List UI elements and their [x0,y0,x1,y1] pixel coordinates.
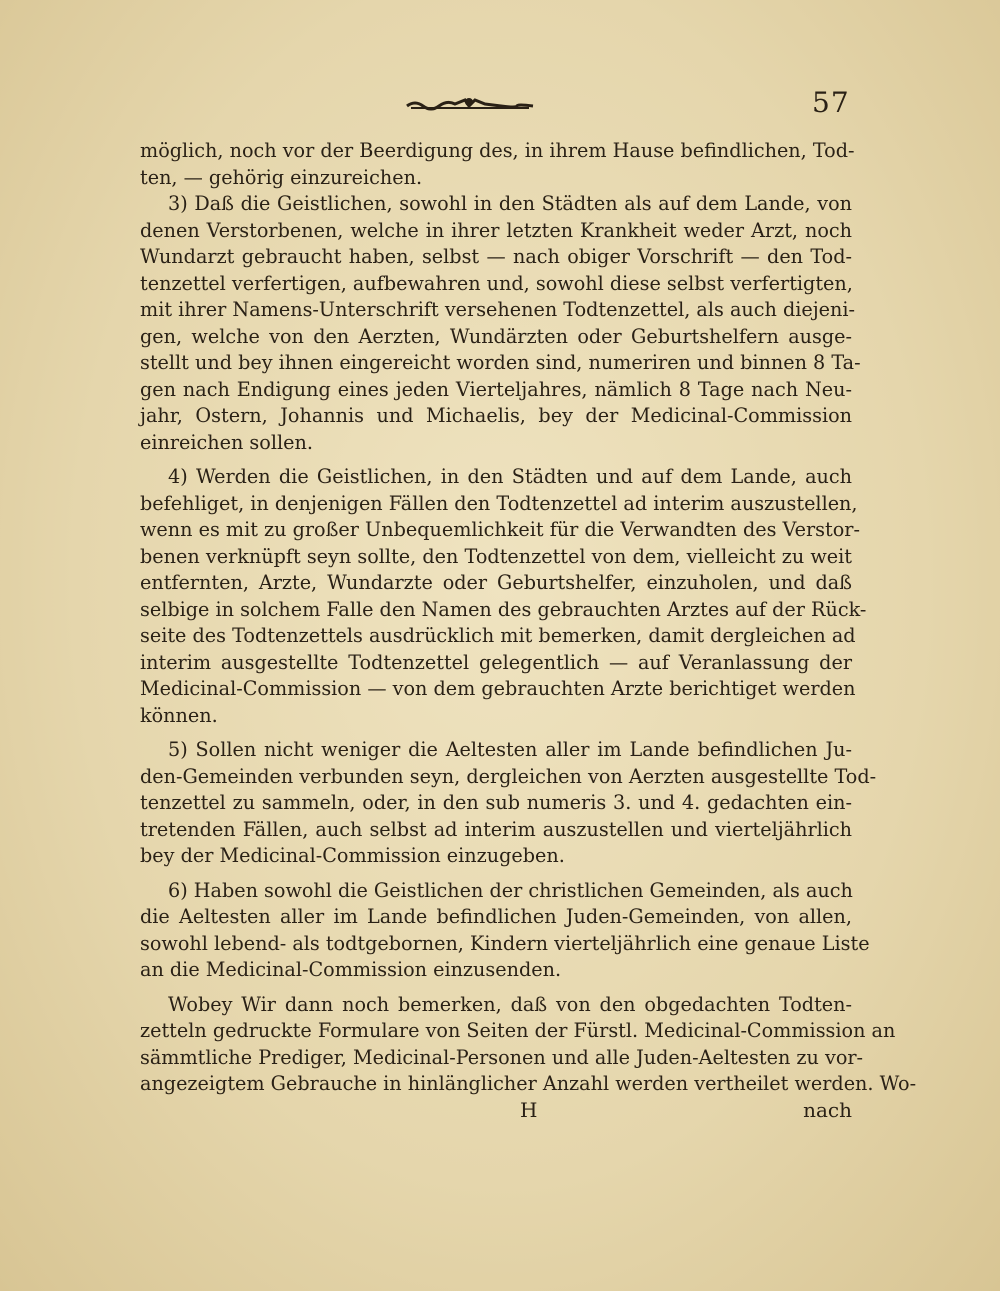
text-line: Wobey Wir dann noch bemerken, daß von den obgedachten Todten- [168,992,852,1016]
catchword: nach [803,1097,852,1122]
text-line: denen Verstorbenen, welche in ihrer letzten Krankheit weder Arzt, noch [140,218,852,242]
text-line: entfernten, Arzte, Wundarzte oder Geburtshelfer, einzuholen, und daß [140,571,852,594]
page-header [0,84,1000,124]
text-line: 4) Werden die Geistlichen, in den Städten und auf dem Lande, auch [168,465,852,488]
text-line: möglich, noch vor der Beerdigung des, in ihrem Hause befindlichen, Tod- [140,139,855,162]
text-line: Medicinal-Commission — von dem gebrauchten Arzte berichtiget werden [140,677,856,700]
text-line: den-Gemeinden verbunden seyn, dergleichen von Aerzten ausgestellte Tod- [140,764,877,788]
text-line: ten, — gehörig einzureichen. [140,165,423,189]
text-line: an die Medicinal-Commission einzusenden. [140,958,562,981]
text-line: gen nach Endigung eines jeden Vierteljahres, nämlich 8 Tage nach Neu- [140,377,852,401]
text-line: können. [140,703,218,727]
text-line: tenzettel zu sammeln, oder, in den sub numeris 3. und 4. gedachten ein- [140,791,852,814]
body-text [140,138,917,1128]
printer-ornament-icon [405,92,535,112]
text-line: 6) Haben sowohl die Geistlichen der christlichen Gemeinden, als auch [168,878,853,902]
page-number: 57 [812,86,850,119]
signature-mark: H [520,1097,538,1122]
page-footer [140,1098,852,1128]
text-line: wenn es mit zu großer Unbequemlichkeit für die Verwandten des Verstor- [140,518,860,541]
text-line: befehliget, in denjenigen Fällen den Todtenzettel ad interim auszustellen, [140,491,858,515]
text-line: einreichen sollen. [140,430,313,454]
text-line: die Aeltesten aller im Lande befindlichen Juden-Gemeinden, von allen, [140,905,852,928]
text-line: mit ihrer Namens-Unterschrift versehenen Todtenzettel, als auch diejeni- [140,298,856,321]
text-line: seite des Todtenzettels ausdrücklich mit bemerken, damit dergleichen ad [140,624,856,647]
text-line: bey der Medicinal-Commission einzugeben. [140,844,565,867]
text-line: zetteln gedruckte Formulare von Seiten der Fürstl. Medicinal-Commission an [140,1019,896,1042]
text-line: Wundarzt gebraucht haben, selbst — nach obiger Vorschrift — den Tod- [140,245,852,268]
text-line: gen, welche von den Aerzten, Wundärzten oder Geburtshelfern ausge- [140,324,852,348]
text-line: stellt und bey ihnen eingereicht worden sind, numeriren und binnen 8 Ta- [140,351,861,374]
text-line: sämmtliche Prediger, Medicinal-Personen und alle Juden-Aeltesten zu vor- [140,1045,864,1069]
text-line: benen verknüpft seyn sollte, den Todtenzettel von dem, vielleicht zu weit [140,544,852,568]
text-line: tenzettel verfertigen, aufbewahren und, sowohl diese selbst verfertigten, [140,271,853,295]
text-line: selbige in solchem Falle den Namen des gebrauchten Arztes auf der Rück- [140,597,867,621]
text-line: interim ausgestellte Todtenzettel gelegentlich — auf Veranlassung der [140,650,852,674]
text-line: tretenden Fällen, auch selbst ad interim auszustellen und vierteljährlich [140,817,852,841]
text-line: sowohl lebend- als todtgebornen, Kindern vierteljährlich eine genaue Liste [140,931,870,955]
text-line: angezeigtem Gebrauche in hinlänglicher Anzahl werden vertheilet werden. Wo- [140,1072,917,1095]
text-line: 3) Daß die Geistlichen, sowohl in den Städten als auf dem Lande, von [168,192,852,215]
text-line: 5) Sollen nicht weniger die Aeltesten aller im Lande befindlichen Ju- [168,738,852,761]
text-line: jahr, Ostern, Johannis und Michaelis, bey der Medicinal-Commission [140,404,852,427]
